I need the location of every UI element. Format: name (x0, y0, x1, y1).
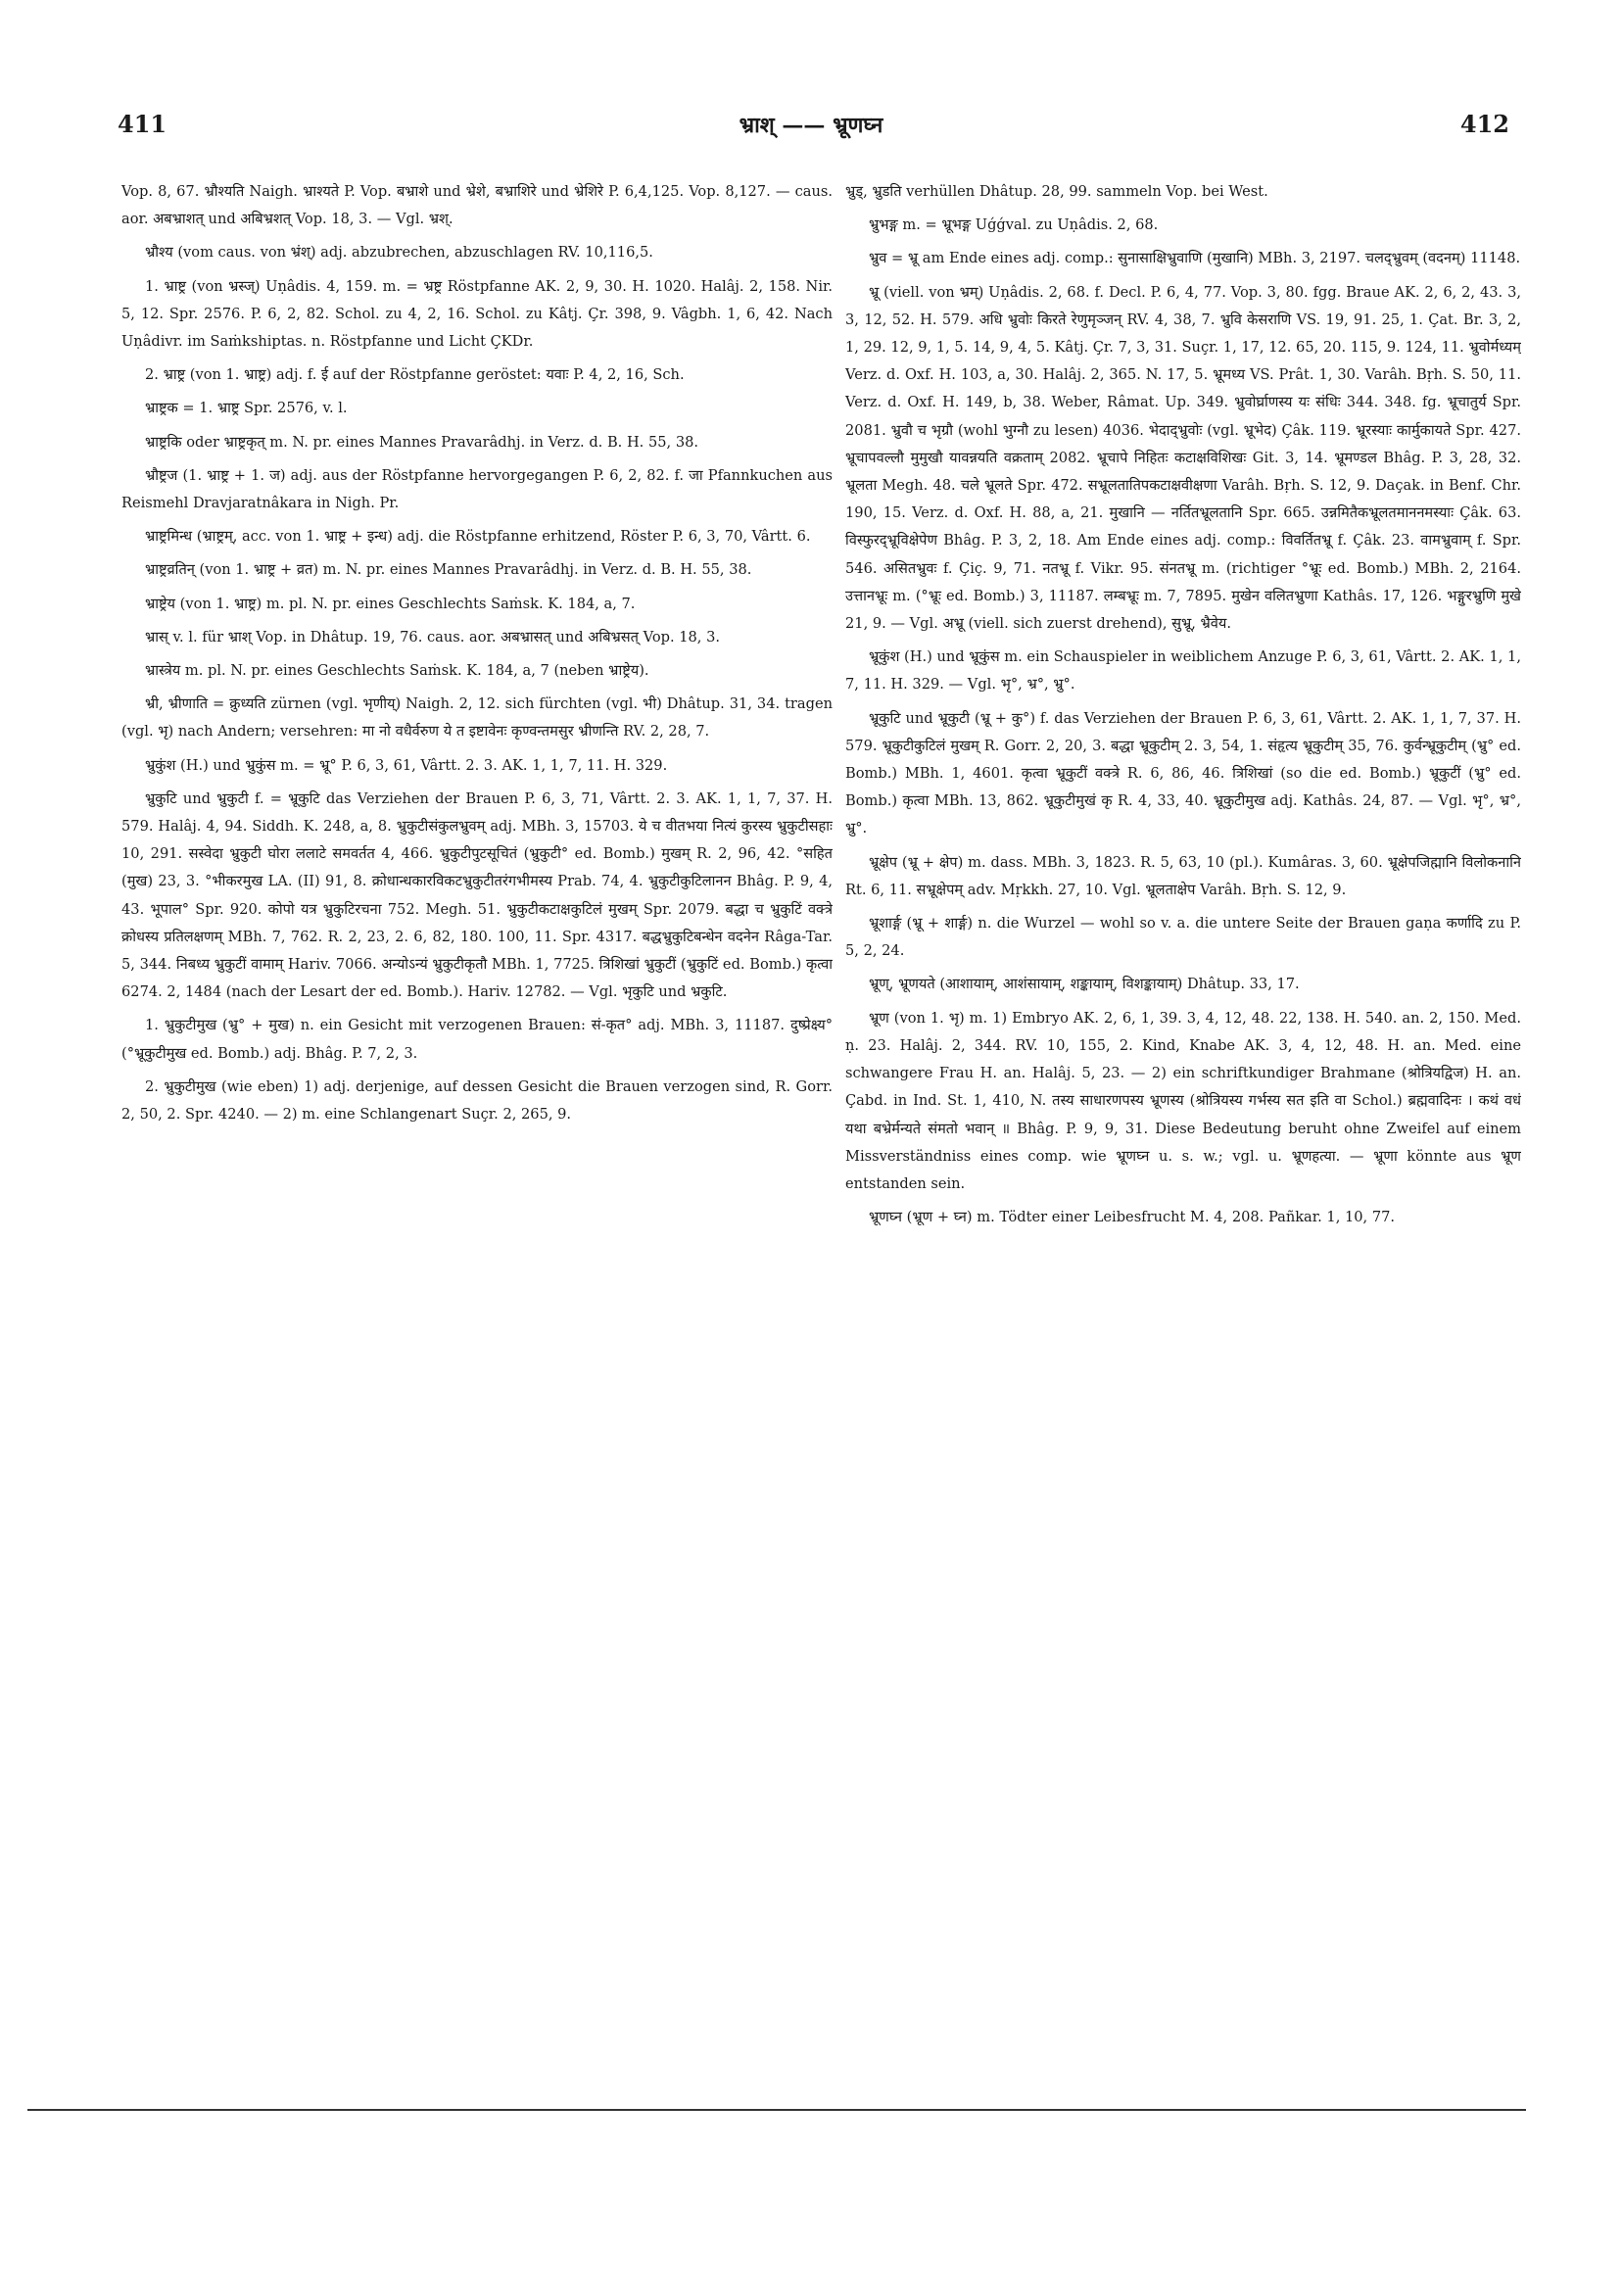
dictionary-entry: भ्रूणघ्न (भ्रूण + घ्न) m. Tödter einer Leibesfrucht M. 4, 208. Pañkar. 1, 10, 77. (869, 1209, 1396, 1226)
dictionary-entry: भ्रुकुंश (H.) und भ्रुकुंस m. = भ्रू° P. 6, 3, 61, Vârtt. 2. 3. AK. 1, 1, 7, 11. H. 329. (145, 756, 668, 774)
dictionary-entry: भ्रूक्षेप (भ्रू + क्षेप) m. dass. MBh. 3, 1823. R. 5, 63, 10 (pl.). Kumâras. 3, 60. भ्रूक्षेपजिह्मानि विलोकनानि Rt. 6, 11. सभ्रूक्षेपम् adv. Mṛkkh. 27, 10. Vgl. भ्रूलताक्षेप Varâh. Bṛh. S. 12, 9. (845, 853, 1521, 898)
right-column (845, 178, 1521, 2059)
dictionary-entry: भ्रुकुटि und भ्रुकुटी f. = भ्रूकुटि das Verziehen der Brauen P. 6, 3, 71, Vârtt. 2. 3. AK. 1, 1, 7, 37. H. 579. Halâj. 4, 94. Siddh. K. 248, a, 8. भ्रुकुटीसंकुलभ्रुवम् adj. MBh. 3, 15703. ये च वीतभया नित्यं कुरस्य भ्रुकुटीसहाः 10, 291. सस्वेदा भ्रुकुटी घोरा ललाटे समवर्तत 4, 466. भ्रुकुटीपुटसूचितं (भ्रुकुटी° ed. Bomb.) मुखम् R. 2, 96, 42. °सहित (मुख) 23, 3. °भीकरमुख LA. (II) 91, 8. क्रोधान्धकारविकटभ्रुकुटीतरंगभीमस्य Prab. 74, 4. भ्रुकुटीकुटिलानन Bhâg. P. 9, 4, 43. भूपाल° Spr. 920. कोपो यत्र भ्रुकुटिरचना 752. Megh. 51. भ्रुकुटीकटाक्षकुटिलं मुखम् Spr. 2079. बद्धा च भ्रुकुटिं वक्त्रे क्रोधस्य प्रतिलक्षणम् MBh. 7, 762. R. 2, 23, 2. 6, 82, 180. 100, 11. Spr. 4317. बद्धभ्रुकुटिबन्धेन वदनेन Râga-Tar. 5, 344. निबध्य भ्रुकुटीं वामाम् Hariv. 7066. अन्योऽन्यं भ्रुकुटीकृतौ MBh. 1, 7725. त्रिशिखां भ्रुकुटीं (भ्रुकुटिं ed. Bomb.) कृत्वा 6274. 2, 1484 (nach der Lesart der ed. Bomb.). Hariv. 12782. — Vgl. भृकुटि und भ्रकुटि. (121, 789, 833, 1001)
left-column (121, 178, 833, 2059)
dictionary-entry: भ्रू (viell. von भ्रम्) Uṇâdis. 2, 68. f. Decl. P. 6, 4, 77. Vop. 3, 80. fgg. Braue AK. 2, 6, 2, 43. 3, 3, 12, 52. H. 579. अधि भ्रुवोः किरते रेणुमृञ्जन् RV. 4, 38, 7. भ्रुवि केसराणि VS. 19, 91. 25, 1. Çat. Br. 3, 2, 1, 29. 12, 9, 1, 5. 14, 9, 4, 5. Kâtj. Çr. 7, 3, 31. Suçr. 1, 17, 12. 65, 20. 115, 9. 124, 11. भ्रुवोर्मध्यम् Verz. d. Oxf. H. 103, a, 30. Halâj. 2, 365. N. 17, 5. भ्रूमध्य VS. Prât. 1, 30. Varâh. Bṛh. S. 50, 11. Verz. d. Oxf. H. 149, b, 38. Weber, Râmat. Up. 349. भ्रुवोर्घ्राणस्य यः संधिः 344. 348. fg. भ्रूचातुर्य Spr. 2081. भ्रुवौ च भृग्रौ (wohl भुग्नौ zu lesen) 4036. भेदाद्भ्रुवोः (vgl. भ्रूभेद) Çâk. 119. भ्रूरस्याः कार्मुकायते Spr. 427. भ्रूचापवल्लौ मुमुखौ यावन्नयति वक्रताम् 2082. भ्रूचापे निहितः कटाक्षविशिखः Git. 3, 14. भ्रूमण्डल Bhâg. P. 3, 28, 32. भ्रूलता Megh. 48. चले भ्रूलते Spr. 472. सभ्रूलतातिपकटाक्षवीक्षणा Varâh. Bṛh. S. 12, 9. Daçak. in Benf. Chr. 190, 15. Verz. d. Oxf. H. 88, a, 21. मुखानि — नर्तितभ्रूलतानि Spr. 665. उन्नमितैकभ्रूलतमाननमस्याः Çâk. 63. विस्फुरद्भ्रूविक्षेपेण Bhâg. P. 3, 2, 18. Am Ende eines adj. comp.: विवर्तितभ्रू f. Çâk. 23. वामभ्रुवाम् f. Spr. 546. असितभ्रुवः f. Çiç. 9, 71. नतभ्रू f. Vikr. 95. संनतभ्रू m. (richtiger °भ्रूः ed. Bomb.) MBh. 2, 2164. उत्तानभ्रूः m. (°भ्रूः ed. Bomb.) 3, 11187. लम्बभ्रूः m. 7, 7895. मुखेन वलितभ्रुणा Kathâs. 17, 126. भङ्गुरभ्रुणि मुखे 21, 9. — Vgl. अभ्रू (viell. sich zuerst drehend), सुभ्रू, भ्रैवेय. (845, 283, 1521, 633)
page-header (0, 110, 1622, 149)
dictionary-entry: भ्रुड्, भ्रुडति verhüllen Dhâtup. 28, 99. sammeln Vop. bei West. (845, 183, 1268, 200)
dictionary-entry: भ्राष्ट्रक = 1. भ्राष्ट्र Spr. 2576, v. l. (145, 400, 348, 417)
dictionary-entry: भ्रूण्, भ्रूणयते (आशायाम्, आशंसायाम्, शङ्कायाम्, विशङ्कायाम्) Dhâtup. 33, 17. (869, 976, 1300, 993)
dictionary-entry: भ्राष्ट्रेय (von 1. भ्राष्ट्र) m. pl. N. pr. eines Geschlechts Saṁsk. K. 184, a, 7. (145, 595, 636, 612)
dictionary-entry: भ्रौश्य (vom caus. von भ्रंश्) adj. abzubrechen, abzuschlagen RV. 10,116,5. (145, 244, 653, 262)
dictionary-entry: भ्रौष्ट्रज (1. भ्राष्ट्र + 1. ज) adj. aus der Röstpfanne hervorgegangen P. 6, 2, 82. f. जा Pfannkuchen aus Reismehl Dravjaratnâkara in Nigh. Pr. (121, 466, 833, 512)
dictionary-entry: भ्रास् v. l. für भ्राश् Vop. in Dhâtup. 19, 76. caus. aor. अबभ्रासत् und अबिभ्रसत् Vop. 18, 3. (145, 628, 721, 646)
dictionary-entry: भ्रुव = भ्रू am Ende eines adj. comp.: सुनासाक्षिभ्रुवाणि (मुखानि) MBh. 3, 2197. चलद्भ्रुवम् (वदनम्) 11148. (869, 250, 1521, 267)
dictionary-entry: भ्री, भ्रीणाति = क्रुध्यति zürnen (vgl. भृणीय्) Naigh. 2, 12. sich fürchten (vgl. भी) Dhâtup. 31, 34. tragen (vgl. भृ) nach Andern; versehren: मा नो वधैर्वरुण ये त इष्टावेनः कृण्वन्तमसुर भ्रीणन्ति RV. 2, 28, 7. (121, 695, 833, 741)
dictionary-entry: भ्रूकुटि und भ्रूकुटी (भ्रू + कु°) f. das Verziehen der Brauen P. 6, 3, 61, Vârtt. 2. AK. 1, 1, 7, 37. H. 579. भ्रूकुटीकुटिलं मुखम् R. Gorr. 2, 20, 3. बद्धा भ्रूकुटीम् 2. 3, 54, 1. संहृत्य भ्रूकुटीम् 35, 76. कुर्वन्भ्रूकुटीम् (भ्रु° ed. Bomb.) MBh. 1, 4601. कृत्वा भ्रूकुटीं वक्त्रे R. 6, 86, 46. त्रिशिखां (so die ed. Bomb.) भ्रूकुटीं (भ्रु° ed. Bomb.) कृत्वा MBh. 13, 862. भ्रूकुटीमुखं कृ R. 4, 33, 40. भ्रूकुटीमुख adj. Kathâs. 24, 87. — Vgl. भृ°, भ्र°, भ्रु°. (845, 709, 1521, 837)
dictionary-entry: भ्राष्ट्रव्रतिन् (von 1. भ्राष्ट्र + व्रत) m. N. pr. eines Mannes Pravarâdhj. in Verz. d. B. H. 55, 38. (145, 561, 752, 579)
dictionary-entry: 1. भ्रुकुटीमुख (भ्रु° + मुख) n. ein Gesicht mit verzogenen Brauen: सं-कृत° adj. MBh. 3, 11187. दुष्प्रेक्ष्य° (°भ्रूकुटीमुख ed. Bomb.) adj. Bhâg. P. 7, 2, 3. (121, 1017, 833, 1062)
page-number-right: 412 (1459, 110, 1509, 138)
dictionary-entry: 2. भ्राष्ट्र (von 1. भ्राष्ट्र) adj. f. ई auf der Röstpfanne geröstet: यवाः P. 4, 2, 16, Sch. (145, 366, 685, 384)
page-number-left: 411 (118, 110, 167, 138)
bottom-rule (27, 2109, 1526, 2111)
dictionary-entry: भ्रूण (von 1. भृ) m. 1) Embryo AK. 2, 6, 1, 39. 3, 4, 12, 48. 22, 138. H. 540. an. 2, 150. Med. ṇ. 23. Halâj. 2, 344. RV. 10, 155, 2. Kind, Knabe AK. 3, 4, 12, 48. H. an. Med. eine schwangere Frau H. an. Halâj. 5, 23. — 2) ein schriftkundiger Brahmane (श्रोत्रियद्विज) H. an. Çabd. in Ind. St. 1, 410, N. तस्य साधारणपस्य भ्रूणस्य (श्रोत्रियस्य गर्भस्य सत इति वा Schol.) ब्रह्मवादिनः । कथं वधं यथा बभ्रेर्मन्यते संमतो भवान् ॥ Bhâg. P. 9, 9, 31. Diese Bedeutung beruht ohne Zweifel auf einem Missverständniss eines comp. wie भ्रूणघ्न u. s. w.; vgl. u. भ्रूणहत्या. — भ्रूणा könnte aus भ्रूण entstanden sein. (845, 1009, 1521, 1192)
dictionary-entry: भ्रूकुंश (H.) und भ्रूकुंस m. ein Schauspieler in weiblichem Anzuge P. 6, 3, 61, Vârtt. 2. AK. 1, 1, 7, 11. H. 329. — Vgl. भृ°, भ्र°, भ्रु°. (845, 648, 1521, 694)
dictionary-entry: भ्रास्त्रेय m. pl. N. pr. eines Geschlechts Saṁsk. K. 184, a, 7 (neben भ्राष्ट्रेय). (145, 662, 649, 680)
dictionary-entry: भ्राष्ट्रमिन्ध (भ्राष्ट्रम्, acc. von 1. भ्राष्ट्र + इन्ध) adj. die Röstpfanne erhitzend, Röster P. 6, 3, 70, Vârtt. 6. (145, 528, 811, 546)
dictionary-entry: Vop. 8, 67. भ्रौश्यति Naigh. भ्राश्यते P. Vop. बभ्राशे und भ्रेशे, बभ्राशिरे und भ्रेशिरे P. 6,4,125. Vop. 8,127. — caus. aor. अबभ्राशत् und अबिभ्रशत् Vop. 18, 3. — Vgl. भ्रश्. (121, 183, 833, 228)
dictionary-entry: भ्रुभङ्ग m. = भ्रूभङ्ग Uǵǵval. zu Uṇâdis. 2, 68. (869, 216, 1159, 234)
dictionary-entry: 2. भ्रुकुटीमुख (wie eben) 1) adj. derjenige, auf dessen Gesicht die Brauen verzogen sind, R. Gorr. 2, 50, 2. Spr. 4240. — 2) m. eine Schlangenart Suçr. 2, 265, 9. (121, 1077, 833, 1124)
running-head: भ्राश् —— भ्रूणघ्न (739, 113, 883, 138)
dictionary-entry: 1. भ्राष्ट्र (von भ्रस्ज्) Uṇâdis. 4, 159. m. = भ्रष्ट्र Röstpfanne AK. 2, 9, 30. H. 1020. Halâj. 2, 158. Nir. 5, 12. Spr. 2576. P. 6, 2, 82. Schol. zu 4, 2, 16. Schol. zu Kâtj. Çr. 398, 9. Vâgbh. 1, 6, 42. Nach Uṇâdivr. im Saṁkshiptas. n. Röstpfanne und Licht ÇKDr. (121, 277, 833, 351)
dictionary-entry: भ्राष्ट्रकि oder भ्राष्ट्रकृत् m. N. pr. eines Mannes Pravarâdhj. in Verz. d. B. H. 55, 38. (145, 433, 699, 451)
dictionary-entry: भ्रूशार्ङ्ग (भ्रू + शार्ङ्ग) n. die Wurzel — wohl so v. a. die untere Seite der Brauen gaṇa कर्णादि zu P. 5, 2, 24. (845, 915, 1521, 960)
